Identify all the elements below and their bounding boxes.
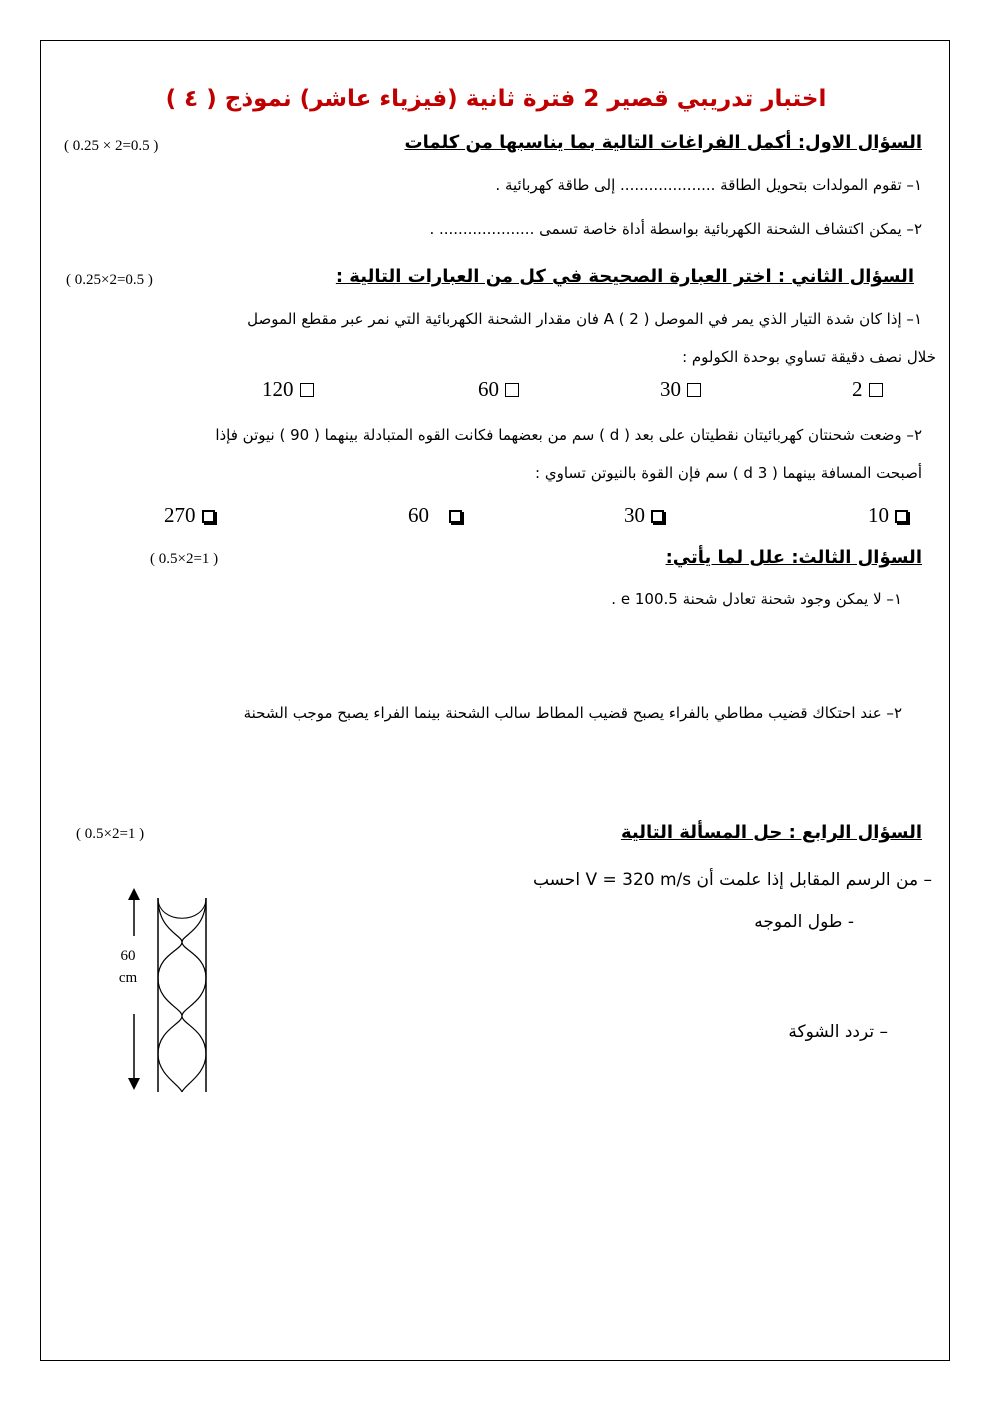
option-label: 60 [408, 503, 429, 527]
wave-loop-top [158, 898, 206, 918]
option-label: 2 [852, 377, 863, 401]
wave-curve-a1 [158, 898, 206, 978]
checkbox-icon[interactable] [449, 510, 462, 523]
page-title: اختبار تدريبي قصير 2 فترة ثانية (فيزياء عاشر) نموذج ( ٤ ) [165, 86, 827, 112]
q4-intro: – من الرسم المقابل إذا علمت أن V = 320 m/s احسب [532, 870, 932, 890]
option-label: 10 [868, 503, 889, 527]
q2-item-1-option-d[interactable] [262, 377, 314, 402]
checkbox-icon[interactable] [202, 510, 215, 523]
q2-marks: ( 0.25×2=0.5 ) [66, 272, 153, 288]
q1-item-2: ٢– يمكن اكتشاف الشحنة الكهربائية بواسطة أداة خاصة تسمى .................... . [429, 220, 922, 238]
q1-heading: السؤال الاول: أكمل الفراغات التالية بما يناسبها من كلمات [404, 132, 922, 153]
checkbox-icon[interactable] [869, 383, 883, 397]
option-label: 30 [624, 503, 645, 527]
q3-heading: السؤال الثالث: علل لما يأتي: [665, 547, 922, 568]
q2-item-2-line-1: ٢– وضعت شحنتان كهربائيتان نقطيتان على بعد ( d ) سم من بعضهما فكانت القوه المتبادلة بينهما ( 90 ) نيوتن فإذا [215, 426, 922, 444]
figure-length-unit: cm [118, 970, 138, 986]
option-label: 30 [660, 377, 681, 401]
q2-item-2-option-d[interactable] [164, 503, 215, 528]
checkbox-icon[interactable] [651, 510, 664, 523]
q2-item-1-line-1: ١– إذا كان شدة التيار الذي يمر في الموصل A ( 2 ) فان مقدار الشحنة الكهربائية التي نمر عبر مقطع الموصل [247, 310, 922, 328]
page-border [40, 40, 950, 1361]
q3-marks: ( 0.5×2=1 ) [150, 551, 219, 567]
checkbox-icon[interactable] [505, 383, 519, 397]
q2-item-1-option-c[interactable] [478, 377, 519, 402]
q2-item-2-line-2: أصبحت المسافة بينهما ( 3 d ) سم فإن القوة بالنيوتن تساوي : [535, 464, 922, 482]
wave-curve-a3 [158, 1054, 182, 1092]
wave-curve-b2 [158, 978, 206, 1054]
q4-sub-1: - طول الموجه [754, 912, 854, 932]
checkbox-icon[interactable] [687, 383, 701, 397]
q1-item-1: ١– تقوم المولدات بتحويل الطاقة .................... إلى طاقة كهربائية . [495, 176, 922, 194]
option-label: 60 [478, 377, 499, 401]
standing-wave-figure [110, 880, 220, 1095]
option-label: 270 [164, 503, 196, 527]
q2-item-2-option-a[interactable] [868, 503, 908, 528]
checkbox-icon[interactable] [300, 383, 314, 397]
q2-item-2-option-c[interactable] [408, 503, 462, 528]
q4-sub-2: – تردد الشوكة [788, 1022, 888, 1042]
checkbox-icon[interactable] [895, 510, 908, 523]
q2-item-1-option-b[interactable] [660, 377, 701, 402]
q3-item-1: ١– لا يمكن وجود شحنة تعادل شحنة 100.5 e . [611, 590, 902, 608]
option-label: 120 [262, 377, 294, 401]
q1-marks: ( 0.25 × 2=0.5 ) [64, 138, 159, 154]
wave-curve-b3 [182, 1054, 206, 1092]
q4-marks: ( 0.5×2=1 ) [76, 826, 145, 842]
figure-length-value: 60 [120, 948, 136, 964]
q4-heading: السؤال الرابع : حل المسألة التالية [620, 822, 922, 843]
q2-item-2-option-b[interactable] [624, 503, 664, 528]
wave-curve-b1 [158, 898, 206, 978]
q2-item-1-option-a[interactable] [852, 377, 883, 402]
q2-heading: السؤال الثاني : اختر العبارة الصحيحة في كل من العبارات التالية : [335, 266, 914, 287]
q2-item-1-line-2: خلال نصف دقيقة تساوي بوحدة الكولوم : [682, 348, 936, 366]
q3-item-2: ٢– عند احتكاك قضيب مطاطي بالفراء يصبح قضيب المطاط سالب الشحنة بينما الفراء يصبح موجب الشحنة [243, 704, 902, 722]
